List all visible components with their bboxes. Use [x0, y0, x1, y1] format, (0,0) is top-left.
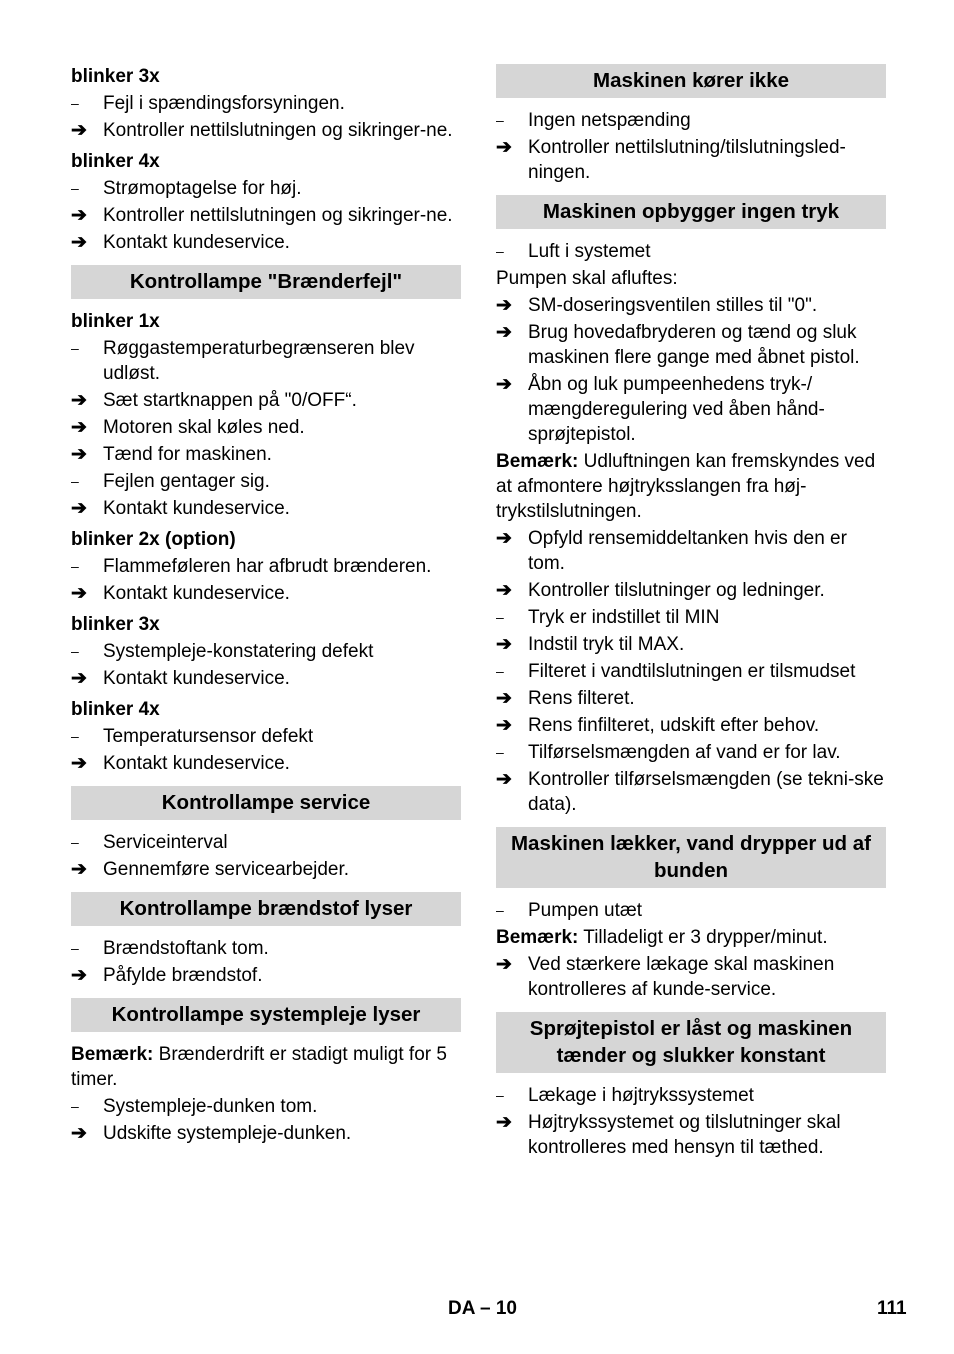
section-heading: Maskinen kører ikke [496, 64, 886, 98]
remedy-item [496, 713, 886, 738]
remedy-item [71, 118, 461, 143]
item-text: Røggastemperaturbegrænseren blev udløst. [103, 338, 415, 384]
cause-item [71, 176, 461, 201]
item-text: Kontroller tilslutninger og ledninger. [528, 580, 825, 601]
item-text: Sæt startknappen på "0/OFF“. [103, 390, 357, 411]
section-heading: Sprøjtepistol er låst og maskinen tænder og slukker konstant [496, 1012, 886, 1073]
arrow-right-icon: ➔ [71, 205, 87, 226]
arrow-right-icon: ➔ [496, 295, 512, 316]
dash-bullet-icon: – [496, 112, 504, 128]
dash-bullet-icon: – [496, 744, 504, 760]
cause-item [71, 724, 461, 749]
item-text: Gennemføre servicearbejder. [103, 859, 350, 880]
item-text: Temperatursensor defekt [103, 726, 314, 747]
remedy-item [496, 686, 886, 711]
remedy-item [496, 632, 886, 657]
item-text: Udskifte systempleje-dunken. [103, 1123, 352, 1144]
item-text: Rens filteret. [528, 688, 635, 709]
note-label: Bemærk: [71, 1044, 154, 1065]
item-text: Kontroller tilførselsmængden (se tekni-ske data). [528, 769, 884, 815]
arrow-right-icon: ➔ [71, 417, 87, 438]
cause-item [71, 936, 461, 961]
arrow-right-icon: ➔ [496, 769, 512, 790]
arrow-right-icon: ➔ [71, 965, 87, 986]
note-text: Tilladeligt er 3 drypper/minut. [578, 927, 828, 948]
cause-item [71, 469, 461, 494]
arrow-right-icon: ➔ [71, 1123, 87, 1144]
cause-item [71, 639, 461, 664]
cause-item [71, 554, 461, 579]
arrow-right-icon: ➔ [71, 753, 87, 774]
dash-bullet-icon: – [71, 180, 79, 196]
arrow-right-icon: ➔ [496, 528, 512, 549]
dash-bullet-icon: – [71, 558, 79, 574]
dash-bullet-icon: – [496, 902, 504, 918]
remedy-item [71, 415, 461, 440]
item-text: Fejlen gentager sig. [103, 471, 270, 492]
item-text: SM-doseringsventilen stilles til "0". [528, 295, 818, 316]
note-text: Udluftningen kan fremskyndes ved at afmontere højtryksslangen fra høj-trykstilslutningen. [496, 451, 876, 522]
remedy-item [496, 767, 886, 817]
arrow-right-icon: ➔ [71, 498, 87, 519]
cause-item [496, 239, 886, 264]
cause-item [71, 91, 461, 116]
remedy-item [71, 963, 461, 988]
remedy-item [71, 203, 461, 228]
remedy-item [71, 857, 461, 882]
item-text: Åbn og luk pumpeenhedens tryk-/ mængderegulering ved åben hånd-sprøjtepistol. [528, 374, 825, 445]
remedy-item [496, 952, 886, 1002]
arrow-right-icon: ➔ [496, 715, 512, 736]
arrow-right-icon: ➔ [496, 137, 512, 158]
item-text: Tænd for maskinen. [103, 444, 272, 465]
remedy-item [496, 135, 886, 185]
note-paragraph [496, 449, 886, 524]
arrow-right-icon: ➔ [71, 859, 87, 880]
arrow-right-icon: ➔ [71, 668, 87, 689]
arrow-right-icon: ➔ [496, 688, 512, 709]
section-heading: Maskinen opbygger ingen tryk [496, 195, 886, 229]
arrow-right-icon: ➔ [71, 390, 87, 411]
cause-item [496, 659, 886, 684]
cause-item [496, 108, 886, 133]
item-text: Kontakt kundeservice. [103, 753, 290, 774]
cause-item [496, 898, 886, 923]
item-text: Fejl i spændingsforsyningen. [103, 93, 345, 114]
item-text: Rens finfilteret, udskift efter behov. [528, 715, 820, 736]
arrow-right-icon: ➔ [496, 634, 512, 655]
remedy-item [496, 372, 886, 447]
dash-bullet-icon: – [71, 95, 79, 111]
item-text: Brug hovedafbryderen og tænd og sluk maskinen flere gange med åbnet pistol. [528, 322, 860, 368]
subheading: blinker 2x (option) [71, 529, 236, 550]
arrow-right-icon: ➔ [496, 322, 512, 343]
item-text: Højtrykssystemet og tilslutninger skal kontrolleres med hensyn til tæthed. [528, 1112, 841, 1158]
cause-item [496, 740, 886, 765]
remedy-item [71, 1121, 461, 1146]
subheading: blinker 4x [71, 151, 160, 172]
item-text: Tilførselsmængden af vand er for lav. [528, 742, 841, 763]
dash-bullet-icon: – [496, 1087, 504, 1103]
item-text: Påfylde brændstof. [103, 965, 263, 986]
note-text: Brænderdrift er stadigt muligt for 5 timer. [71, 1044, 447, 1090]
dash-bullet-icon: – [71, 643, 79, 659]
item-text: Strømoptagelse for høj. [103, 178, 302, 199]
item-text: Serviceinterval [103, 832, 228, 853]
cause-item [71, 336, 461, 386]
section-heading: Kontrollampe systempleje lyser [71, 998, 461, 1032]
cause-item [71, 1094, 461, 1119]
note-paragraph [496, 925, 886, 950]
subheading: blinker 3x [71, 614, 160, 635]
dash-bullet-icon: – [496, 243, 504, 259]
item-text: Lækage i højtrykssystemet [528, 1085, 754, 1106]
item-text: Pumpen utæt [528, 900, 643, 921]
item-text: Systempleje-konstatering defekt [103, 641, 374, 662]
subheading: blinker 3x [71, 66, 160, 87]
item-text: Kontroller nettilslutningen og sikringer-ne. [103, 120, 453, 141]
arrow-right-icon: ➔ [496, 580, 512, 601]
remedy-item [71, 496, 461, 521]
subheading: blinker 1x [71, 311, 160, 332]
item-text: Filteret i vandtilslutningen er tilsmudset [528, 661, 856, 682]
note-label: Bemærk: [496, 927, 579, 948]
item-text: Luft i systemet [528, 241, 651, 262]
dash-bullet-icon: – [71, 340, 79, 356]
dash-bullet-icon: – [71, 940, 79, 956]
dash-bullet-icon: – [71, 728, 79, 744]
arrow-right-icon: ➔ [496, 1112, 512, 1133]
remedy-item [496, 526, 886, 576]
item-text: Ingen netspænding [528, 110, 691, 131]
remedy-item [496, 293, 886, 318]
arrow-right-icon: ➔ [71, 583, 87, 604]
item-text: Tryk er indstillet til MIN [528, 607, 720, 628]
remedy-item [496, 578, 886, 603]
dash-bullet-icon: – [71, 473, 79, 489]
cause-item [496, 605, 886, 630]
remedy-item [71, 388, 461, 413]
remedy-item [71, 442, 461, 467]
dash-bullet-icon: – [71, 1098, 79, 1114]
section-heading: Kontrollampe service [71, 786, 461, 820]
remedy-item [496, 1110, 886, 1160]
item-text: Ved stærkere lækage skal maskinen kontrolleres af kunde-service. [528, 954, 835, 1000]
note-label: Bemærk: [496, 451, 579, 472]
paragraph: Pumpen skal afluftes: [496, 268, 678, 289]
left-column [71, 62, 461, 1146]
item-text: Kontakt kundeservice. [103, 668, 290, 689]
item-text: Kontroller nettilslutningen og sikringer-ne. [103, 205, 453, 226]
arrow-right-icon: ➔ [71, 444, 87, 465]
remedy-item [71, 230, 461, 255]
arrow-right-icon: ➔ [496, 954, 512, 975]
item-text: Kontakt kundeservice. [103, 583, 290, 604]
section-heading: Maskinen lækker, vand drypper ud af bunden [496, 827, 886, 888]
cause-item [496, 1083, 886, 1108]
item-text: Brændstoftank tom. [103, 938, 269, 959]
remedy-item [71, 666, 461, 691]
item-text: Flammeføleren har afbrudt brænderen. [103, 556, 432, 577]
item-text: Motoren skal køles ned. [103, 417, 305, 438]
footer-page-number: 111 [877, 1298, 907, 1319]
section-heading: Kontrollampe brændstof lyser [71, 892, 461, 926]
arrow-right-icon: ➔ [71, 232, 87, 253]
note-paragraph [71, 1042, 461, 1092]
item-text: Systempleje-dunken tom. [103, 1096, 318, 1117]
dash-bullet-icon: – [496, 663, 504, 679]
remedy-item [71, 581, 461, 606]
item-text: Opfyld rensemiddeltanken hvis den er tom. [528, 528, 847, 574]
item-text: Kontroller nettilslutning/tilslutningsled-ningen. [528, 137, 846, 183]
right-column [496, 62, 886, 1160]
section-heading: Kontrollampe "Brænderfejl" [71, 265, 461, 299]
item-text: Indstil tryk til MAX. [528, 634, 685, 655]
arrow-right-icon: ➔ [496, 374, 512, 395]
item-text: Kontakt kundeservice. [103, 498, 290, 519]
subheading: blinker 4x [71, 699, 160, 720]
remedy-item [496, 320, 886, 370]
item-text: Kontakt kundeservice. [103, 232, 290, 253]
dash-bullet-icon: – [71, 834, 79, 850]
arrow-right-icon: ➔ [71, 120, 87, 141]
footer-page-label: DA – 10 [448, 1298, 517, 1319]
cause-item [71, 830, 461, 855]
remedy-item [71, 751, 461, 776]
dash-bullet-icon: – [496, 609, 504, 625]
